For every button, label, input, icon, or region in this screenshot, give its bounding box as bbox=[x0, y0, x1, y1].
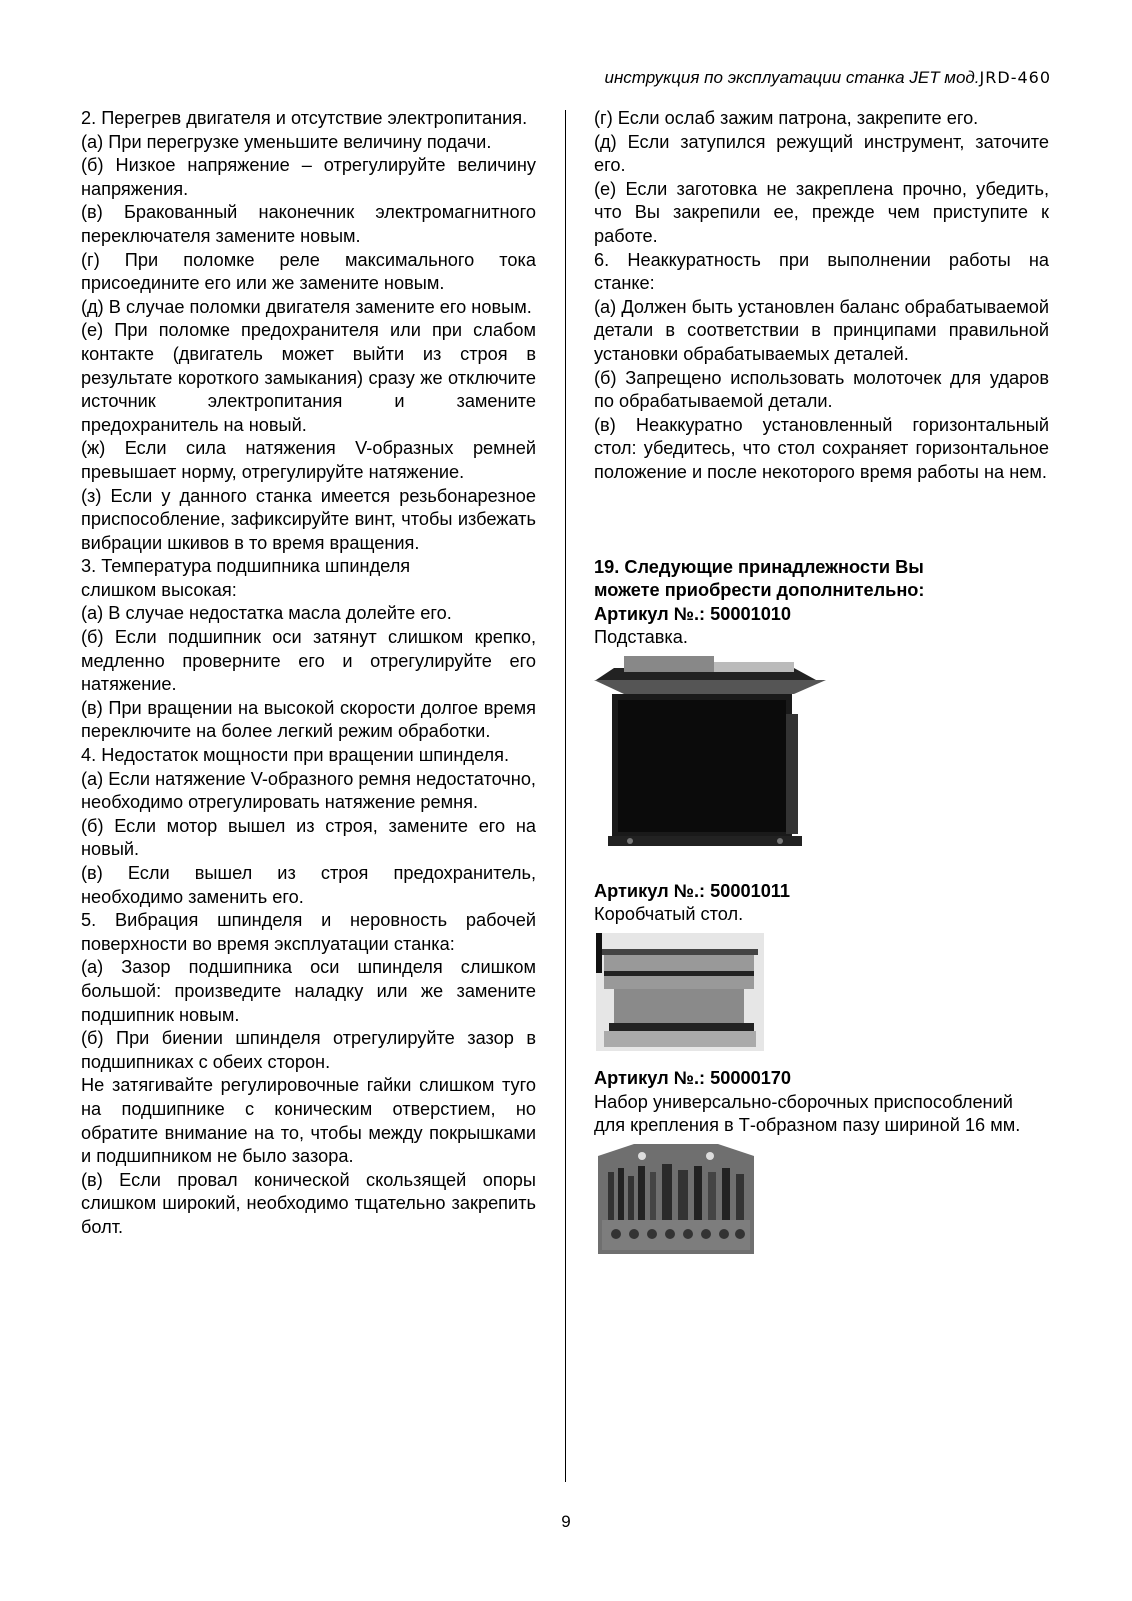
section-title: 19. Следующие принадлежности Вы bbox=[594, 556, 924, 577]
box-table-image bbox=[594, 931, 766, 1053]
paragraph: (а) Должен быть установлен баланс обрабатываемой детали в соответствии в принципами правильной установки обрабатываемых деталей. bbox=[594, 296, 1049, 364]
clamping-kit-image bbox=[594, 1142, 758, 1260]
paragraph: 2. Перегрев двигателя и отсутствие электропитания. bbox=[81, 108, 528, 128]
paragraph: (б) Запрещено использовать молоточек для ударов по обрабатываемой детали. bbox=[594, 367, 1049, 412]
right-column bbox=[594, 107, 1049, 1260]
paragraph: (в) Бракованный наконечник электромагнитного переключателя замените новым. bbox=[81, 202, 536, 246]
paragraph: (д) В случае поломки двигателя замените его новым. bbox=[81, 296, 532, 317]
page-header bbox=[604, 68, 1051, 88]
article-description: Набор универсально-сборочных приспособлений для крепления в Т-образном пазу шириной 16 мм. bbox=[594, 1091, 1021, 1136]
paragraph: (е) При поломке предохранителя или при слабом контакте (двигатель может выйти из строя в результате короткого замыкания) сразу же отключите источник электропитания и замените предохранитель на новый. bbox=[81, 320, 536, 435]
article-description: Подставка. bbox=[594, 627, 688, 648]
paragraph: (в) Неаккуратно установленный горизонтальный стол: убедитесь, что стол сохраняет горизонтальное положение и после некоторого время работы на нем. bbox=[594, 414, 1049, 482]
article-number: Артикул №.: 50000170 bbox=[594, 1068, 792, 1089]
paragraph: (а) При перегрузке уменьшите величину подачи. bbox=[81, 131, 492, 152]
paragraph: (д) Если затупился режущий инструмент, заточите его. bbox=[594, 131, 1049, 176]
stand-image bbox=[594, 654, 826, 850]
paragraph: (а) В случае недостатка масла долейте его. bbox=[81, 603, 452, 624]
paragraph: (а) Если натяжение V-образного ремня недостаточно, необходимо отрегулировать натяжение ремня. bbox=[81, 768, 536, 813]
paragraph: (в) Если вышел из строя предохранитель, необходимо заменить его. bbox=[81, 863, 536, 907]
paragraph: 5. Вибрация шпинделя и неровность рабочей поверхности во время эксплуатации станка: bbox=[81, 910, 536, 954]
paragraph: слишком высокая: bbox=[81, 579, 237, 600]
article-number: Артикул №.: 50001010 bbox=[594, 603, 792, 624]
paragraph: 4. Недостаток мощности при вращении шпинделя. bbox=[81, 745, 509, 766]
paragraph: (ж) Если сила натяжения V-образных ремней превышает норму, отрегулируйте натяжение. bbox=[81, 438, 536, 482]
paragraph: (в) При вращении на высокой скорости долгое время переключите на более легкий режим обработки. bbox=[81, 697, 536, 742]
paragraph: (б) Если мотор вышел из строя, замените его на новый. bbox=[81, 815, 536, 860]
paragraph: (з) Если у данного станка имеется резьбонарезное приспособление, зафиксируйте винт, чтобы избежать вибрации шкивов в то время вращения. bbox=[81, 485, 536, 553]
paragraph: Не затягивайте регулировочные гайки слишком туго на подшипнике с коническим отверстием, но обратите внимание на то, чтобы между покрышками и подшипником не было зазора. bbox=[81, 1075, 536, 1167]
paragraph: (а) Зазор подшипника оси шпинделя слишком большой: произведите наладку или же замените подшипник новым. bbox=[81, 957, 536, 1025]
header-model: JRD-460 bbox=[979, 68, 1051, 87]
paragraph: 3. Температура подшипника шпинделя bbox=[81, 556, 411, 577]
paragraph: (б) При биении шпинделя отрегулируйте зазор в подшипниках с обеих сторон. bbox=[81, 1028, 536, 1072]
paragraph: (е) Если заготовка не закреплена прочно, убедить, что Вы закрепили ее, прежде чем приступите к работе. bbox=[594, 178, 1049, 246]
paragraph: (г) При поломке реле максимального тока присоедините его или же замените новым. bbox=[81, 249, 536, 294]
paragraph: (г) Если ослаб зажим патрона, закрепите его. bbox=[594, 108, 979, 128]
page-number: 9 bbox=[561, 1512, 571, 1531]
paragraph: 6. Неаккуратность при выполнении работы на станке: bbox=[594, 249, 1049, 294]
header-text: инструкция по эксплуатации станка JET мод. bbox=[604, 68, 980, 87]
paragraph: (б) Если подшипник оси затянут слишком крепко, медленно проверните его и отрегулируйте его натяжение. bbox=[81, 627, 536, 695]
article-description: Коробчатый стол. bbox=[594, 904, 744, 925]
article-number: Артикул №.: 50001011 bbox=[594, 880, 791, 901]
left-column bbox=[81, 107, 536, 1240]
paragraph: (б) Низкое напряжение – отрегулируйте величину напряжения. bbox=[81, 155, 536, 199]
section-title: можете приобрести дополнительно: bbox=[594, 580, 925, 601]
column-divider bbox=[565, 110, 566, 1482]
paragraph: (в) Если провал конической скользящей опоры слишком широкий, необходимо тщательно закрепить болт. bbox=[81, 1169, 536, 1237]
